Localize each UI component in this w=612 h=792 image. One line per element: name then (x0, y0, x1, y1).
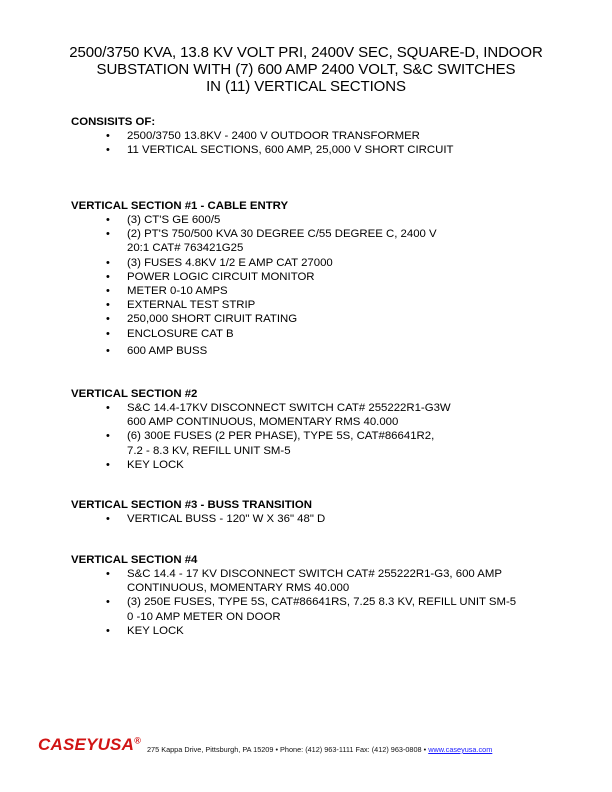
bullet-icon: • (106, 299, 110, 312)
website-link[interactable]: www.caseyusa.com (428, 745, 493, 754)
bullet-icon: • (106, 596, 110, 609)
section-3 (71, 498, 571, 526)
section-1 (71, 199, 571, 358)
footer (38, 735, 578, 755)
section-4-heading: VERTICAL SECTION #4 (71, 554, 198, 566)
list-item: • 2500/3750 13.8KV - 2400 V OUTDOOR TRANSFORMER (106, 130, 420, 142)
list-item: • 250,000 SHORT CIRUIT RATING (106, 313, 298, 326)
section-2 (71, 387, 571, 472)
list-item: • S&C 14.4 - 17 KV DISCONNECT SWITCH CAT# 255222R1-G3, 600 AMP CONTINUOUS, MOMENTARY RMS 40.000 (106, 568, 502, 595)
list-item: • 600 AMP BUSS (106, 344, 208, 357)
bullet-icon: • (106, 313, 110, 326)
bullet-icon: • (106, 256, 110, 269)
title-line-1: 2500/3750 KVA, 13.8 KV VOLT PRI, 2400V SEC, SQUARE-D, INDOOR (69, 44, 543, 61)
list-item: • 11 VERTICAL SECTIONS, 600 AMP, 25,000 V SHORT CIRCUIT (106, 144, 454, 157)
consists-list (71, 129, 571, 157)
list-item: • VERTICAL BUSS - 120" W X 36" 48" D (106, 513, 326, 525)
section-3-list (71, 512, 571, 526)
list-item: • METER 0-10 AMPS (106, 285, 228, 298)
list-item: • (3) CT'S GE 600/5 (106, 214, 221, 226)
title-line-3: IN (11) VERTICAL SECTIONS (206, 78, 406, 95)
list-item: • (2) PT'S 750/500 KVA 30 DEGREE C/55 DEGREE C, 2400 V 20:1 CAT# 763421G25 (106, 228, 437, 255)
list-item: • POWER LOGIC CIRCUIT MONITOR (106, 270, 315, 283)
section-3-heading: VERTICAL SECTION #3 - BUSS TRANSITION (71, 499, 312, 511)
bullet-icon: • (106, 228, 110, 241)
list-item: • (3) FUSES 4.8KV 1/2 E AMP CAT 27000 (106, 256, 333, 269)
bullet-icon: • (106, 270, 110, 283)
footer-contact (147, 745, 492, 754)
footer-address: 275 Kappa Drive, Pittsburgh, PA 15209 • Phone: (412) 963-1111 Fax: (412) 963-0808 • (147, 745, 427, 754)
list-item: • EXTERNAL TEST STRIP (106, 299, 256, 312)
list-item: • ENCLOSURE CAT B (106, 327, 234, 340)
bullet-icon: • (106, 430, 110, 443)
bullet-icon: • (106, 130, 110, 142)
bullet-icon: • (106, 402, 110, 414)
list-item: • KEY LOCK (106, 624, 184, 637)
document-title (0, 44, 612, 95)
bullet-icon: • (106, 624, 110, 637)
caseyusa-logo: CASEYUSA® (38, 735, 141, 754)
bullet-icon: • (106, 285, 110, 298)
list-item: • (6) 300E FUSES (2 PER PHASE), TYPE 5S, CAT#86641R2, 7.2 - 8.3 KV, REFILL UNIT SM-5 (106, 430, 435, 457)
section-2-heading: VERTICAL SECTION #2 (71, 388, 198, 400)
bullet-icon: • (106, 568, 110, 580)
list-item: • (3) 250E FUSES, TYPE 5S, CAT#86641RS, 7.25 8.3 KV, REFILL UNIT SM-5 0 -10 AMP METER ON DOOR (106, 596, 517, 623)
registered-mark: ® (134, 735, 141, 746)
bullet-icon: • (106, 144, 110, 157)
bullet-icon: • (106, 458, 110, 471)
bullet-icon: • (106, 344, 110, 357)
consists-heading: CONSISITS OF: (71, 116, 156, 128)
consists-section (71, 115, 571, 157)
section-4 (71, 553, 571, 638)
section-4-list (71, 567, 571, 638)
bullet-icon: • (106, 513, 110, 525)
bullet-icon: • (106, 214, 110, 226)
section-1-heading: VERTICAL SECTION #1 - CABLE ENTRY (71, 200, 289, 212)
list-item: • S&C 14.4-17KV DISCONNECT SWITCH CAT# 255222R1-G3W 600 AMP CONTINUOUS, MOMENTARY RMS 40.000 (106, 402, 451, 429)
title-line-2: SUBSTATION WITH (7) 600 AMP 2400 VOLT, S&C SWITCHES (96, 61, 516, 78)
bullet-icon: • (106, 327, 110, 340)
section-2-list (71, 401, 571, 472)
list-item: • KEY LOCK (106, 458, 184, 471)
section-1-list (71, 213, 571, 358)
